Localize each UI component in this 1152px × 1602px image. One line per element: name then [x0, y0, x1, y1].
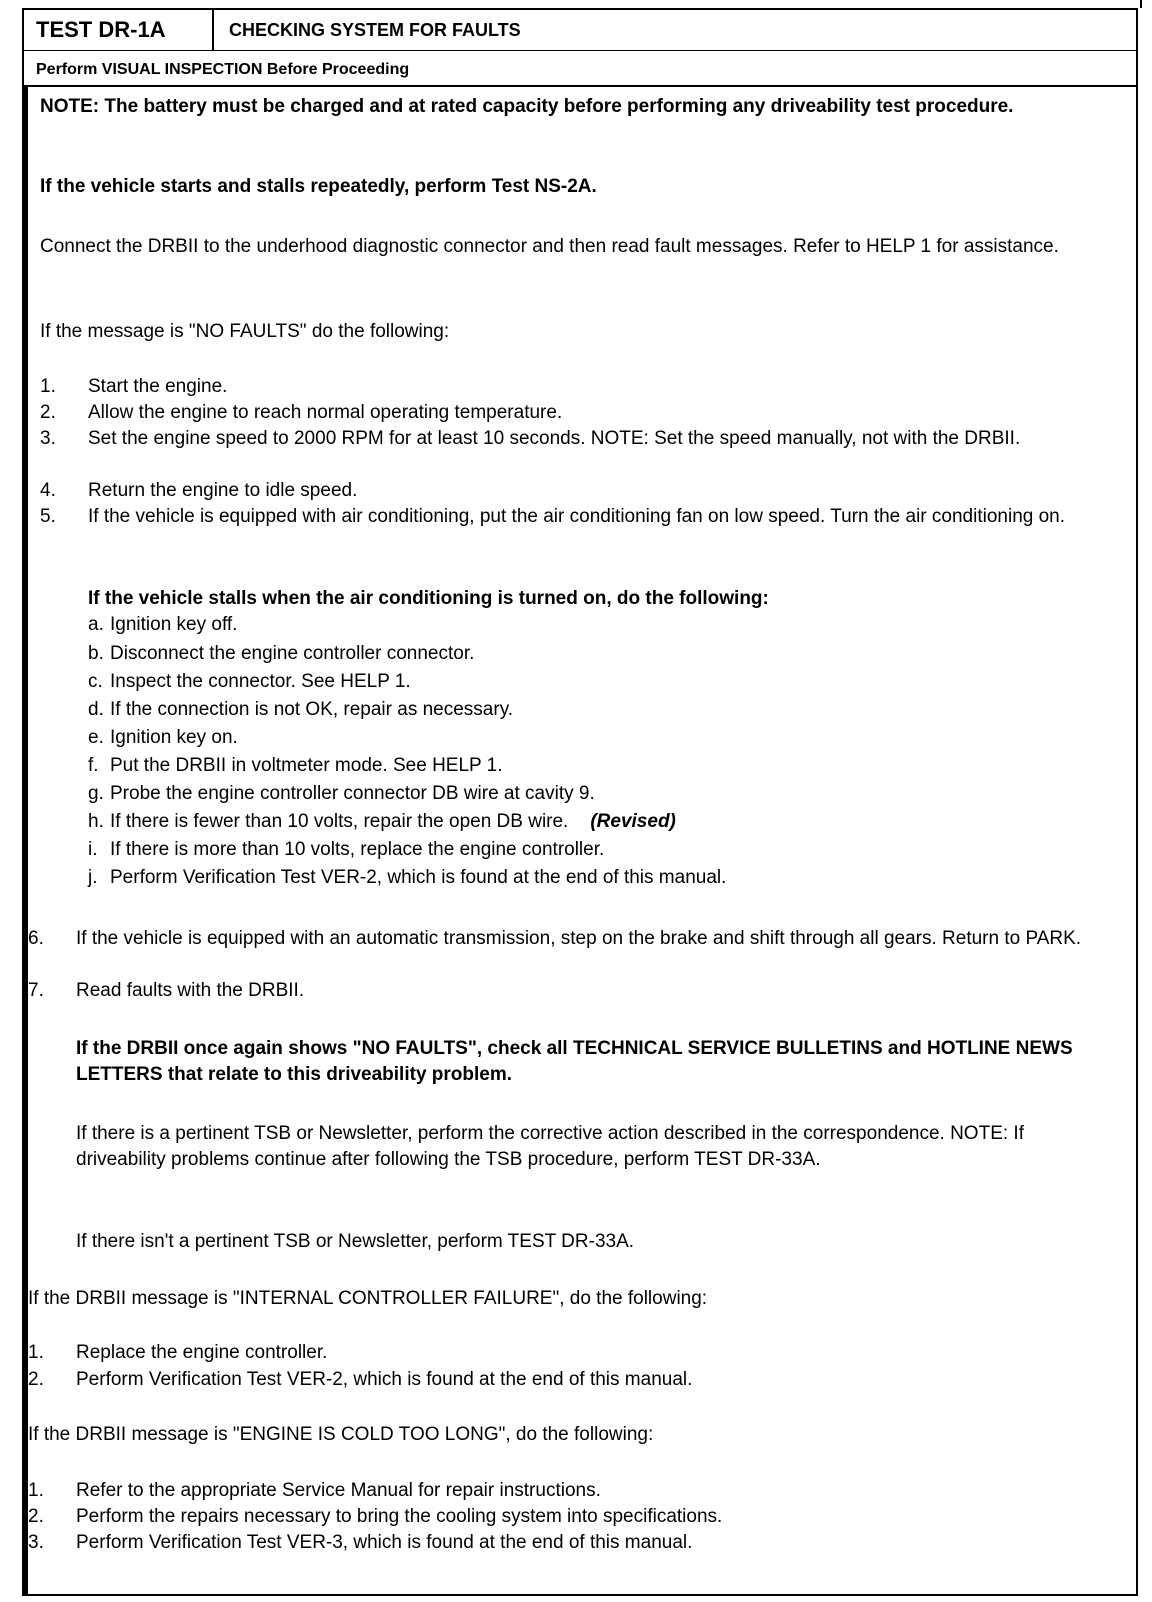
list-item: [40, 400, 1096, 426]
step-number: 1.: [28, 1342, 44, 1363]
step-number: 7.: [28, 980, 44, 1001]
step-text: Read faults with the DRBII.: [76, 980, 305, 1001]
list-item: [28, 1478, 1096, 1504]
substep-text: Put the DRBII in voltmeter mode. See HELP 1.: [110, 755, 503, 776]
list-item: [88, 697, 1096, 723]
step-text: If the vehicle is equipped with an automatic transmission, step on the brake and shift through all gears. Return to PARK.: [76, 928, 1082, 949]
list-item: [40, 504, 1096, 530]
substep-text: If the connection is not OK, repair as necessary.: [110, 699, 514, 720]
corner-mark: [1140, 0, 1142, 8]
step-text: Start the engine.: [88, 376, 228, 397]
list-item: [28, 978, 1096, 1004]
list-item: [88, 612, 1096, 638]
test-id: TEST DR-1A: [24, 10, 214, 50]
list-item: [28, 1530, 1096, 1556]
list-item: [28, 1504, 1096, 1530]
substep-letter: e.: [88, 727, 104, 748]
list-item: [88, 781, 1096, 807]
list-item: [28, 926, 1096, 952]
substep-letter: h.: [88, 811, 104, 832]
step-text: Replace the engine controller.: [76, 1342, 328, 1363]
substep-letter: b.: [88, 643, 104, 664]
substep-text: If there is fewer than 10 volts, repair the open DB wire.: [110, 811, 569, 832]
ac-stall-heading: If the vehicle stalls when the air conditioning is turned on, do the following:: [88, 588, 769, 609]
substep-text: If there is more than 10 volts, replace the engine controller.: [110, 839, 605, 860]
step-number: 5.: [40, 506, 56, 527]
step-number: 3.: [40, 428, 56, 449]
substep-letter: j.: [88, 867, 98, 888]
step-number: 2.: [40, 402, 56, 423]
list-item: [40, 478, 1096, 504]
list-item: [88, 753, 1096, 779]
substep-letter: a.: [88, 614, 104, 635]
substep-text: Disconnect the engine controller connector.: [110, 643, 475, 664]
substep-letter: d.: [88, 699, 104, 720]
inspection-notice: Perform VISUAL INSPECTION Before Proceeding: [24, 51, 1136, 87]
list-item: [40, 374, 1096, 400]
list-item: [88, 669, 1096, 695]
tsb-pertinent: If there is a pertinent TSB or Newsletter, perform the corrective action described in the correspondence. NOTE: If driveability problems continue after following the TSB procedure, perform TEST DR-33A.: [76, 1123, 1024, 1170]
substep-text: Inspect the connector. See HELP 1.: [110, 671, 411, 692]
step-number: 2.: [28, 1506, 44, 1527]
step-number: 6.: [28, 928, 44, 949]
step-number: 2.: [28, 1369, 44, 1390]
internal-failure-intro: If the DRBII message is "INTERNAL CONTROLLER FAILURE", do the following:: [28, 1288, 708, 1309]
step-text: Allow the engine to reach normal operating temperature.: [88, 402, 563, 423]
list-item: [88, 725, 1096, 751]
list-item: [40, 426, 1096, 452]
step-number: 1.: [28, 1480, 44, 1501]
revised-label: (Revised): [590, 811, 676, 832]
substep-letter: c.: [88, 671, 103, 692]
step-text: If the vehicle is equipped with air conditioning, put the air conditioning fan on low speed. Turn the air conditioning on.: [88, 506, 1066, 527]
battery-note: NOTE: The battery must be charged and at rated capacity before performing any driveability test procedure.: [40, 96, 1014, 117]
no-faults-again-heading: If the DRBII once again shows "NO FAULTS", check all TECHNICAL SERVICE BULLETINS and HOTLINE NEWS LETTERS that relate to this driveability problem.: [76, 1038, 1073, 1085]
step-text: Perform Verification Test VER-2, which is found at the end of this manual.: [76, 1369, 693, 1390]
tsb-none: If there isn't a pertinent TSB or Newsletter, perform TEST DR-33A.: [76, 1231, 635, 1252]
step-number: 1.: [40, 376, 56, 397]
connect-instruction: Connect the DRBII to the underhood diagnostic connector and then read fault messages. Refer to HELP 1 for assistance.: [40, 236, 1059, 257]
step-text: Set the engine speed to 2000 RPM for at least 10 seconds. NOTE: Set the speed manually, not with the DRBII.: [88, 428, 1021, 449]
list-item: [88, 837, 1096, 863]
substep-text: Perform Verification Test VER-2, which is found at the end of this manual.: [110, 867, 727, 888]
step-text: Return the engine to idle speed.: [88, 480, 358, 501]
list-item: [88, 809, 1096, 835]
list-item: [88, 641, 1096, 667]
step-text: Perform the repairs necessary to bring the cooling system into specifications.: [76, 1506, 723, 1527]
procedure-body: [24, 86, 1136, 1594]
list-item: [88, 865, 1096, 891]
step-number: 4.: [40, 480, 56, 501]
stall-note: If the vehicle starts and stalls repeatedly, perform Test NS-2A.: [40, 176, 597, 197]
substep-letter: f.: [88, 755, 99, 776]
step-text: Refer to the appropriate Service Manual for repair instructions.: [76, 1480, 601, 1501]
substep-text: Probe the engine controller connector DB wire at cavity 9.: [110, 783, 595, 804]
cold-too-long-intro: If the DRBII message is "ENGINE IS COLD TOO LONG", do the following:: [28, 1424, 654, 1445]
no-faults-intro: If the message is "NO FAULTS" do the following:: [40, 321, 450, 342]
substep-letter: g.: [88, 783, 104, 804]
list-item: [28, 1340, 1096, 1366]
test-title: CHECKING SYSTEM FOR FAULTS: [229, 20, 521, 40]
substep-letter: i.: [88, 839, 98, 860]
substep-text: Ignition key on.: [110, 727, 238, 748]
step-text: Perform Verification Test VER-3, which is found at the end of this manual.: [76, 1532, 693, 1553]
test-procedure-sheet: [22, 8, 1138, 1596]
list-item: [28, 1367, 1096, 1393]
header-row: [24, 10, 1136, 51]
substep-text: Ignition key off.: [110, 614, 238, 635]
step-number: 3.: [28, 1532, 44, 1553]
